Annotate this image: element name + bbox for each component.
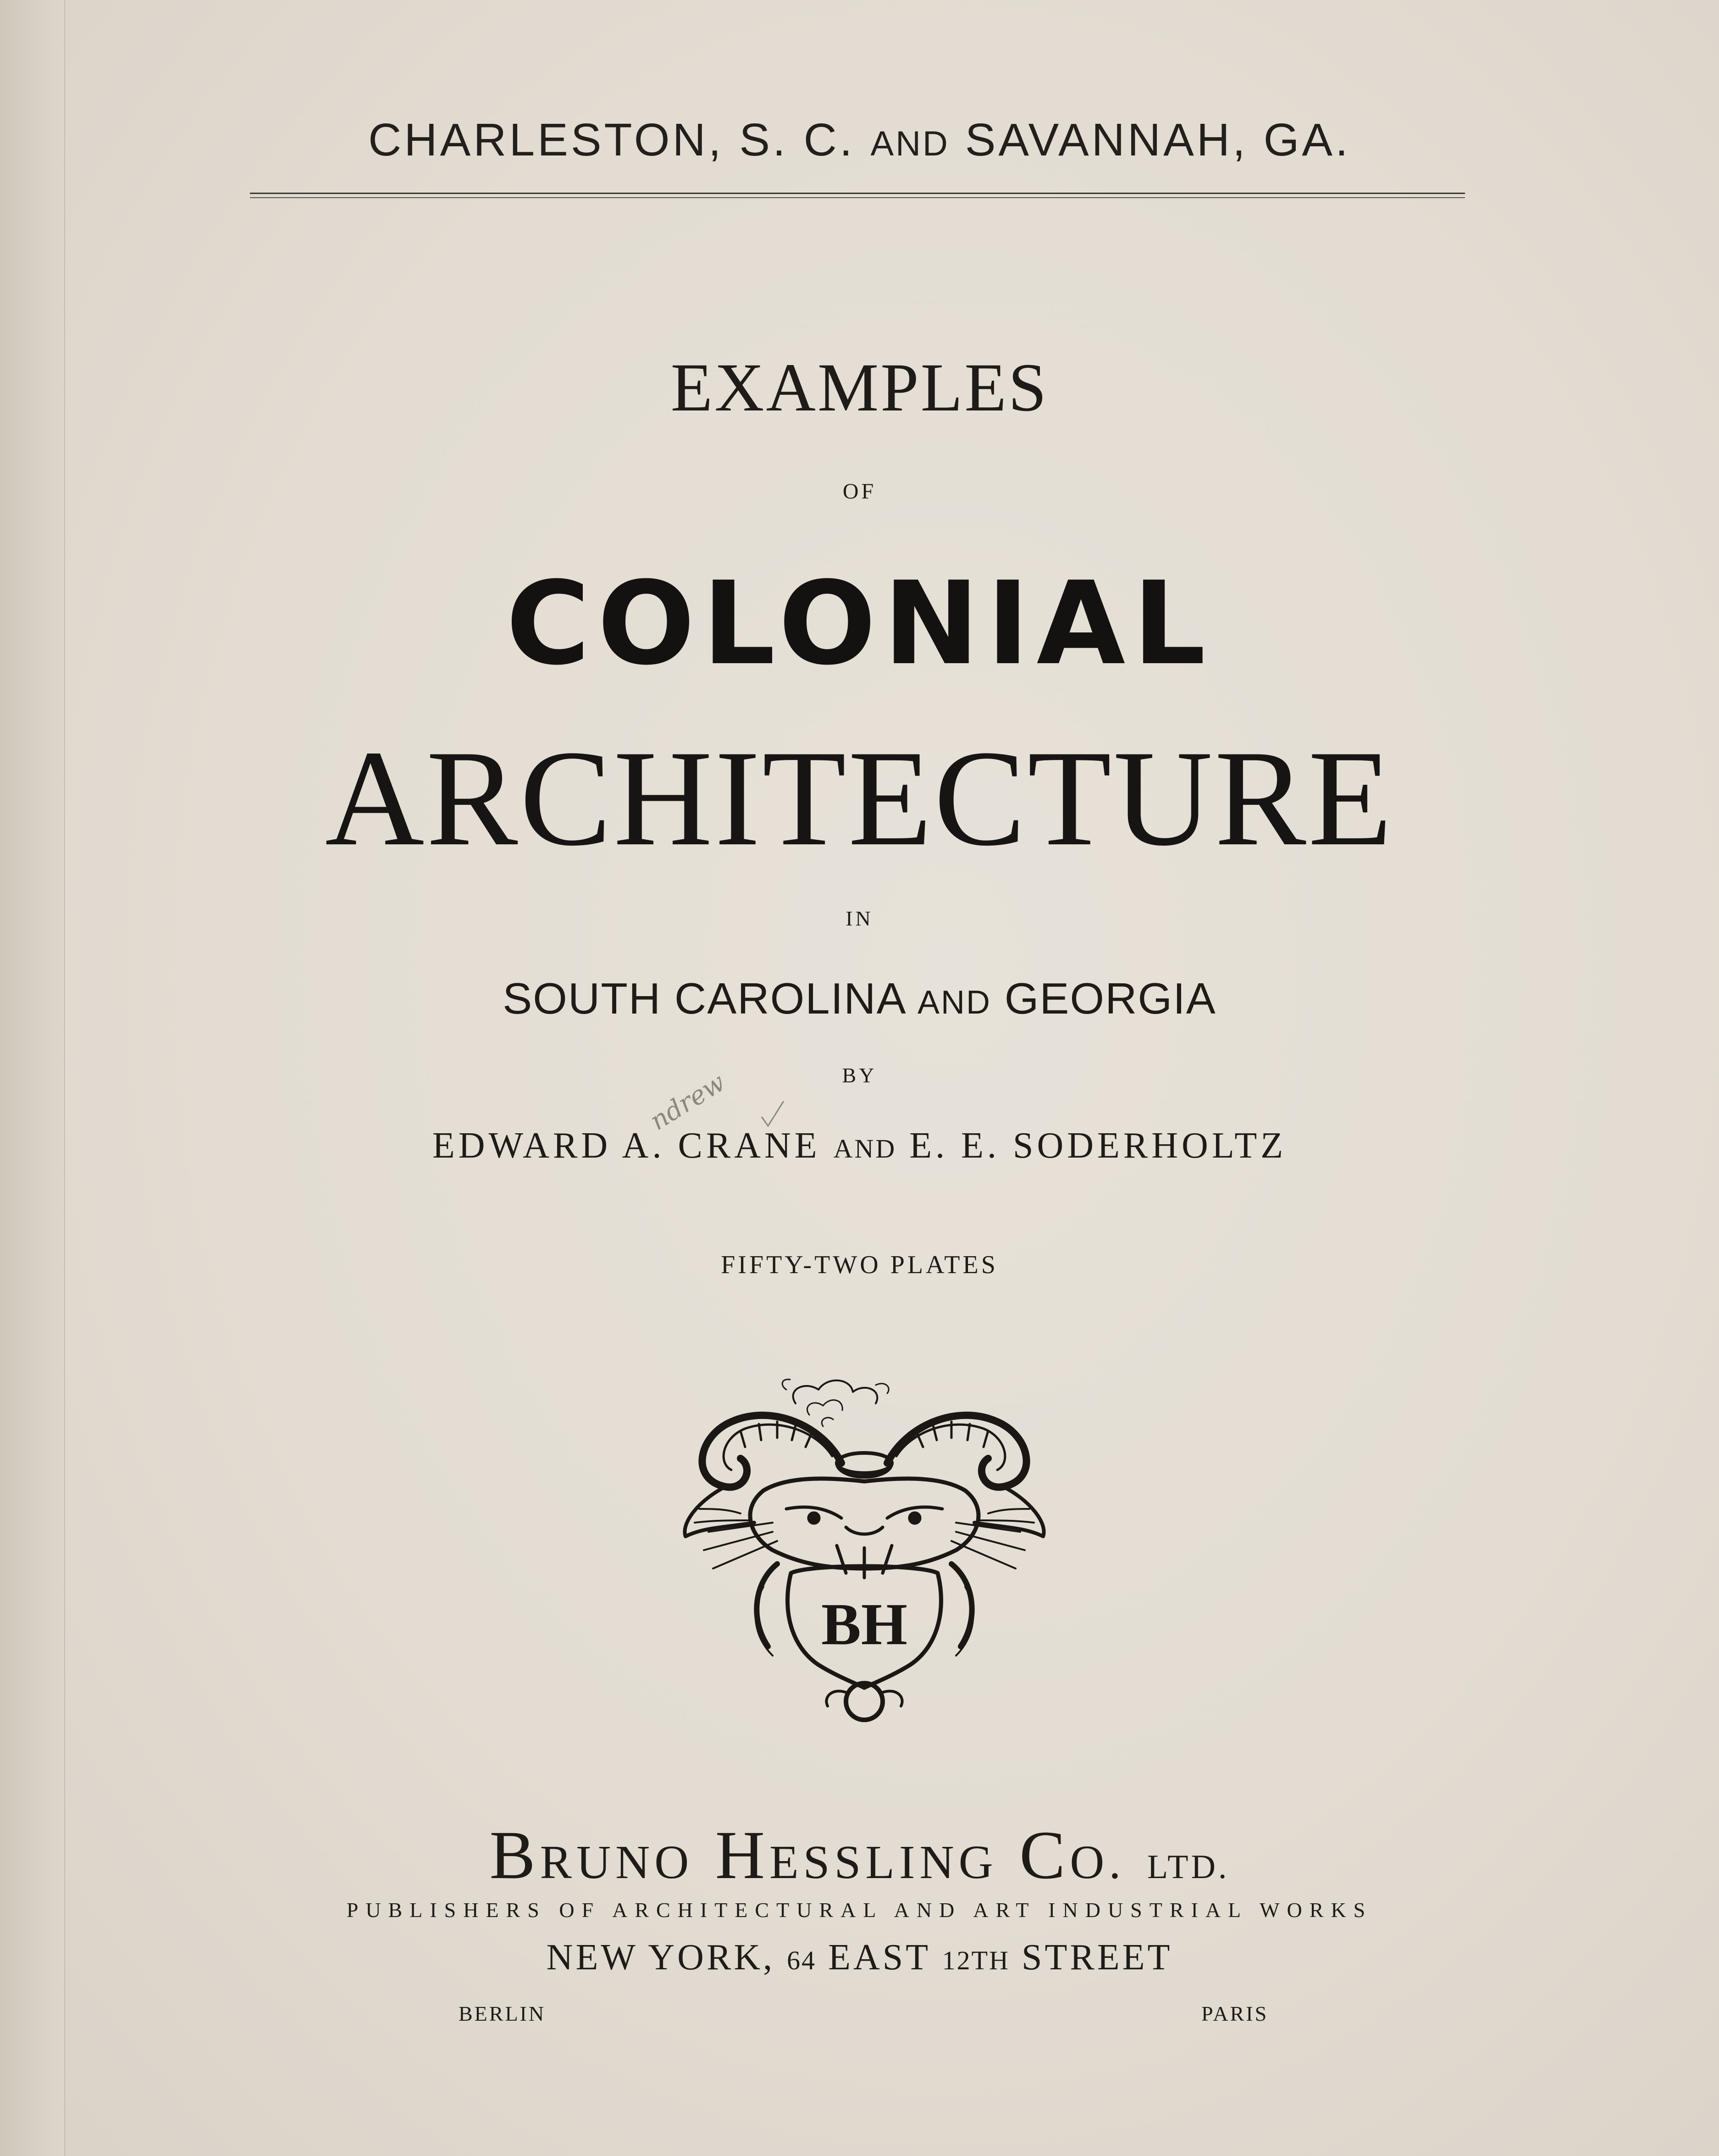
title-colonial: COLONIAL: [506, 557, 1213, 690]
publisher-description: PUBLISHERS OF ARCHITECTURAL AND ART INDUSTRIAL WORKS: [346, 1898, 1373, 1922]
address-east: EAST: [828, 1937, 930, 1978]
publisher-b-initial: B: [489, 1817, 540, 1893]
author-crane: EDWARD A. CRANE: [432, 1125, 821, 1166]
header-locations: [0, 114, 1719, 166]
address-number: 64: [787, 1945, 817, 1975]
address-street: STREET: [1021, 1937, 1173, 1978]
address-ordinal: 12TH: [942, 1945, 1010, 1975]
branch-paris: PARIS: [1201, 2002, 1269, 2025]
plates-count: FIFTY-TWO PLATES: [721, 1251, 998, 1279]
publisher-h-rest: ESSLING: [769, 1836, 998, 1889]
authors-and: AND: [833, 1134, 897, 1164]
publisher-c-rest: O.: [1070, 1836, 1126, 1889]
branch-berlin: BERLIN: [459, 2002, 546, 2025]
publisher-ltd: LTD.: [1147, 1848, 1230, 1886]
publisher-b-rest: RUNO: [540, 1836, 694, 1889]
header-and: AND: [870, 124, 950, 163]
publisher-address: [0, 1939, 1719, 1976]
emblem-monogram: BH: [821, 1591, 907, 1657]
authors-line: [0, 1127, 1719, 1164]
title-in: IN: [846, 907, 873, 930]
header-savannah: SAVANNAH, GA.: [965, 114, 1351, 166]
ram-head-crest-icon: [672, 1371, 1057, 1729]
publisher-c-initial: C: [1019, 1817, 1070, 1893]
byline-by: BY: [842, 1064, 877, 1087]
pencil-checkmark-icon: [759, 1098, 786, 1131]
region-south-carolina: SOUTH CAROLINA: [503, 974, 905, 1023]
header-rule-top: [250, 193, 1465, 194]
publisher-h-initial: H: [715, 1817, 770, 1893]
title-architecture: ARCHITECTURE: [325, 722, 1394, 874]
address-city: NEW YORK,: [546, 1937, 775, 1978]
publisher-name: [0, 1817, 1719, 1893]
title-examples: EXAMPLES: [670, 349, 1049, 426]
header-rule-bottom: [250, 197, 1465, 198]
author-soderholtz: E. E. SODERHOLTZ: [909, 1125, 1287, 1166]
pencil-annotation: ndrew: [645, 1067, 731, 1136]
region-line: [0, 974, 1719, 1023]
title-of: OF: [842, 479, 877, 504]
region-and: AND: [918, 984, 992, 1021]
header-charleston: CHARLESTON, S. C.: [368, 114, 855, 166]
region-georgia: GEORGIA: [1004, 974, 1216, 1023]
